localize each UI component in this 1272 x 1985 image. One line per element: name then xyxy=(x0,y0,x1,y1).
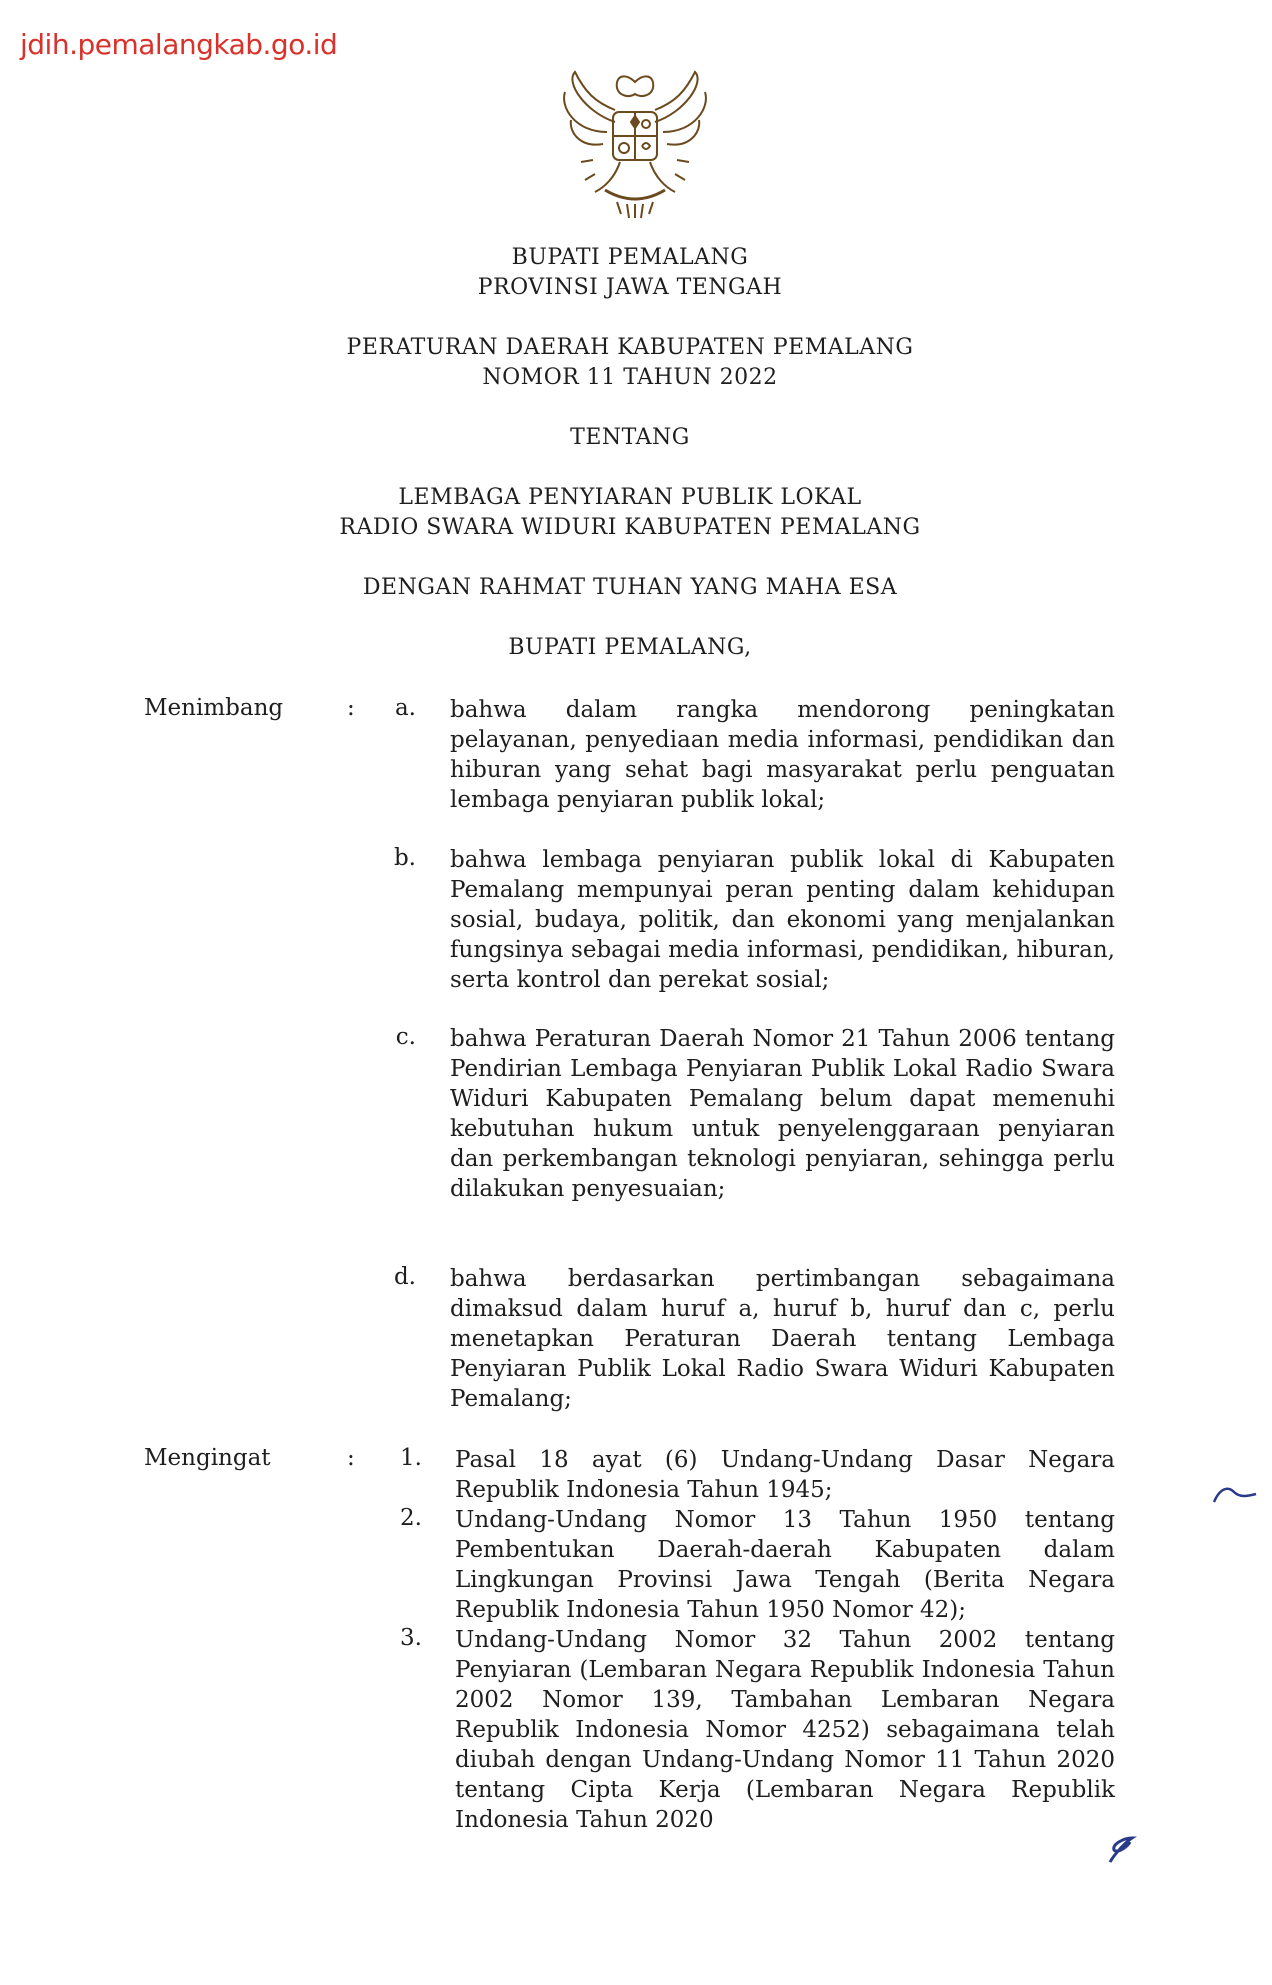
menimbang-colon: : xyxy=(347,695,355,721)
consideration-text: bahwa dalam rangka mendorong peningkatan pelayanan, penyediaan media informasi, pendidikan dan hiburan yang sehat bagi masyarakat perlu penguatan lembaga penyiaran publik lokal; xyxy=(450,697,1115,813)
mengingat-label: Mengingat xyxy=(144,1445,271,1471)
legal-basis-text: Pasal 18 ayat (6) Undang-Undang Dasar Negara Republik Indonesia Tahun 1945; xyxy=(455,1447,1115,1503)
province-title: PROVINSI JAWA TENGAH xyxy=(477,275,783,300)
consideration-mark: a. xyxy=(394,695,416,721)
legal-basis-number: 3. xyxy=(400,1625,422,1651)
consideration-text: bahwa Peraturan Daerah Nomor 21 Tahun 2006 tentang Pendirian Lembaga Penyiaran Publik Lokal Radio Swara Widuri Kabupaten Pemalang belum dapat memenuhi kebutuhan hukum untuk penyelenggaraan penyiaran dan perkembangan teknologi penyiaran, sehingga perlu dilakukan penyesuaian; xyxy=(450,1026,1115,1202)
regulation-title: PERATURAN DAERAH KABUPATEN PEMALANG xyxy=(346,335,914,360)
about-heading: TENTANG xyxy=(570,425,690,450)
grace-statement: DENGAN RAHMAT TUHAN YANG MAHA ESA xyxy=(362,575,898,600)
menimbang-label: Menimbang xyxy=(144,695,284,721)
initial-mark-icon xyxy=(1210,1478,1260,1508)
regulation-number: NOMOR 11 TAHUN 2022 xyxy=(482,365,778,390)
paraf-mark-icon xyxy=(1100,1832,1140,1868)
legal-basis-text: Undang-Undang Nomor 13 Tahun 1950 tentang Pembentukan Daerah-daerah Kabupaten dalam Lingkungan Provinsi Jawa Tengah (Berita Negara Republik Indonesia Tahun 1950 Nomor 42); xyxy=(455,1507,1115,1623)
consideration-mark: c. xyxy=(395,1024,416,1050)
site-watermark: jdih.pemalangkab.go.id xyxy=(20,28,338,61)
regent-heading: BUPATI PEMALANG, xyxy=(508,635,752,660)
mengingat-colon: : xyxy=(347,1445,355,1471)
subject-line-1: LEMBAGA PENYIARAN PUBLIK LOKAL xyxy=(398,485,862,510)
legal-basis-number: 2. xyxy=(400,1505,422,1531)
consideration-mark: d. xyxy=(393,1264,416,1290)
consideration-mark: b. xyxy=(393,845,416,871)
subject-line-2: RADIO SWARA WIDURI KABUPATEN PEMALANG xyxy=(339,515,921,540)
legal-basis-text: Undang-Undang Nomor 32 Tahun 2002 tentang Penyiaran (Lembaran Negara Republik Indonesia Tahun 2002 Nomor 139, Tambahan Lembaran Negara Republik Indonesia Nomor 4252) sebagaimana telah diubah dengan Undang-Undang Nomor 11 Tahun 2020 tentang Cipta Kerja (Lembaran Negara Republik Indonesia Tahun 2020 xyxy=(455,1627,1115,1833)
garuda-pancasila-emblem-icon xyxy=(545,62,725,242)
legal-basis-number: 1. xyxy=(400,1445,422,1471)
consideration-text: bahwa lembaga penyiaran publik lokal di Kabupaten Pemalang mempunyai peran penting dalam kehidupan sosial, budaya, politik, dan ekonomi yang menjalankan fungsinya sebagai media informasi, pendidikan, hiburan, serta kontrol dan perekat sosial; xyxy=(450,847,1115,993)
office-title: BUPATI PEMALANG xyxy=(511,245,749,270)
consideration-text: bahwa berdasarkan pertimbangan sebagaimana dimaksud dalam huruf a, huruf b, huruf dan c, perlu menetapkan Peraturan Daerah tentang Lembaga Penyiaran Publik Lokal Radio Swara Widuri Kabupaten Pemalang; xyxy=(450,1266,1115,1412)
